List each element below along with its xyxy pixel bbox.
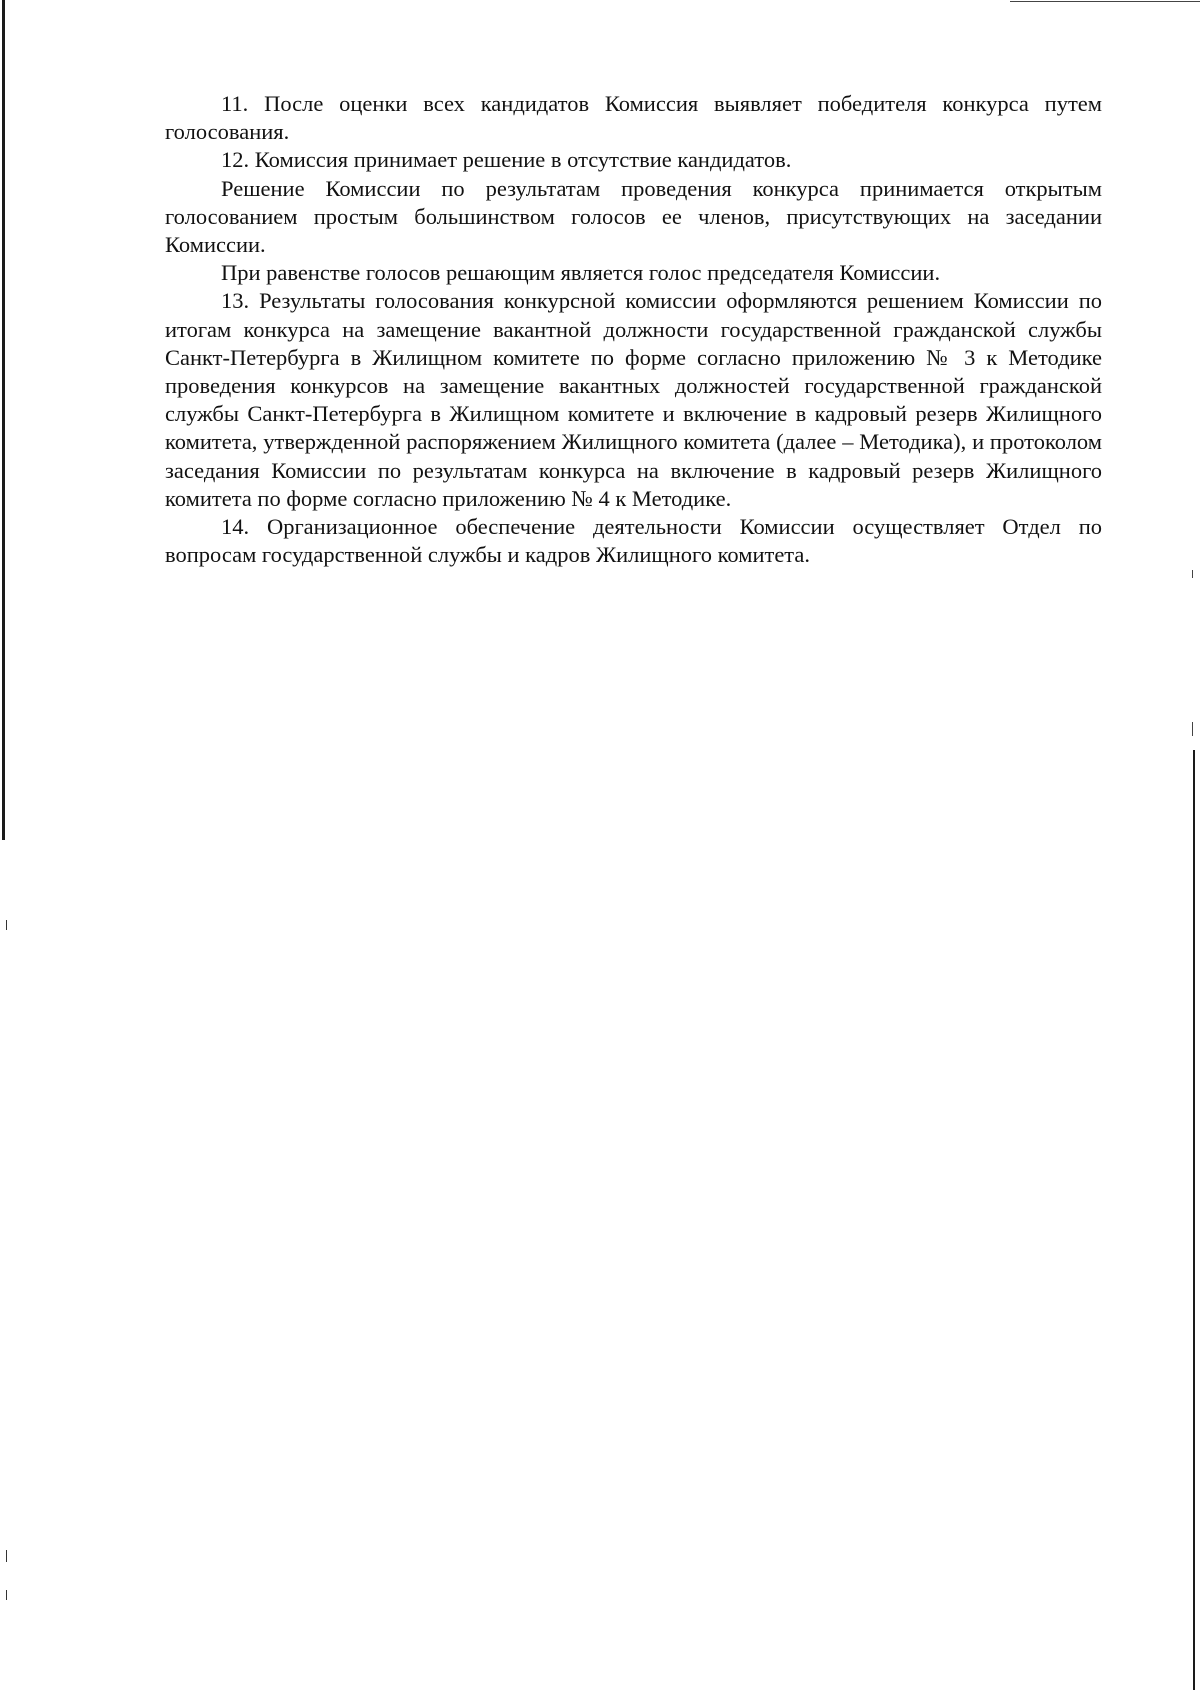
- paragraph-14: 14. Организационное обеспечение деятельности Комиссии осуществляет Отдел по вопросам государственной службы и кадров Жилищного комитета.: [165, 514, 1102, 568]
- paragraph-11: 11. После оценки всех кандидатов Комиссия выявляет победителя конкурса путем голосования.: [165, 91, 1102, 145]
- paragraph-12: 12. Комиссия принимает решение в отсутствие кандидатов.: [221, 147, 792, 173]
- paragraph-tie-vote: При равенстве голосов решающим является голос председателя Комиссии.: [221, 260, 941, 286]
- document-body: [165, 90, 1102, 569]
- scan-mark: [6, 1590, 7, 1600]
- scan-mark: [1192, 722, 1193, 736]
- scan-mark: [1192, 570, 1193, 578]
- scan-mark: [6, 920, 7, 930]
- paragraph-decision: Решение Комиссии по результатам проведения конкурса принимается открытым голосованием простым большинством голосов ее членов, присутствующих на заседании Комиссии.: [165, 175, 1102, 258]
- scan-mark: [6, 1550, 7, 1562]
- paragraph-13: 13. Результаты голосования конкурсной комиссии оформляются решением Комиссии по итогам конкурса на замещение вакантной должности государственной гражданской службы Санкт-Петербурга в Жилищном комитете по форме согласно приложению № 3 к Методике проведения конкурсов на замещение вакантных должностей государственной гражданской службы Санкт-Петербурга в Жилищном комитете и включение в кадровый резерв Жилищного комитета, утвержденной распоряжением Жилищного комитета (далее – Методика), и протоколом заседания Комиссии по результатам конкурса на включение в кадровый резерв Жилищного комитета по форме согласно приложению № 4 к Методике.: [165, 288, 1102, 511]
- scan-border-top: [1010, 1, 1200, 2]
- scan-border-right: [1193, 750, 1195, 1690]
- scan-border-left: [2, 0, 5, 840]
